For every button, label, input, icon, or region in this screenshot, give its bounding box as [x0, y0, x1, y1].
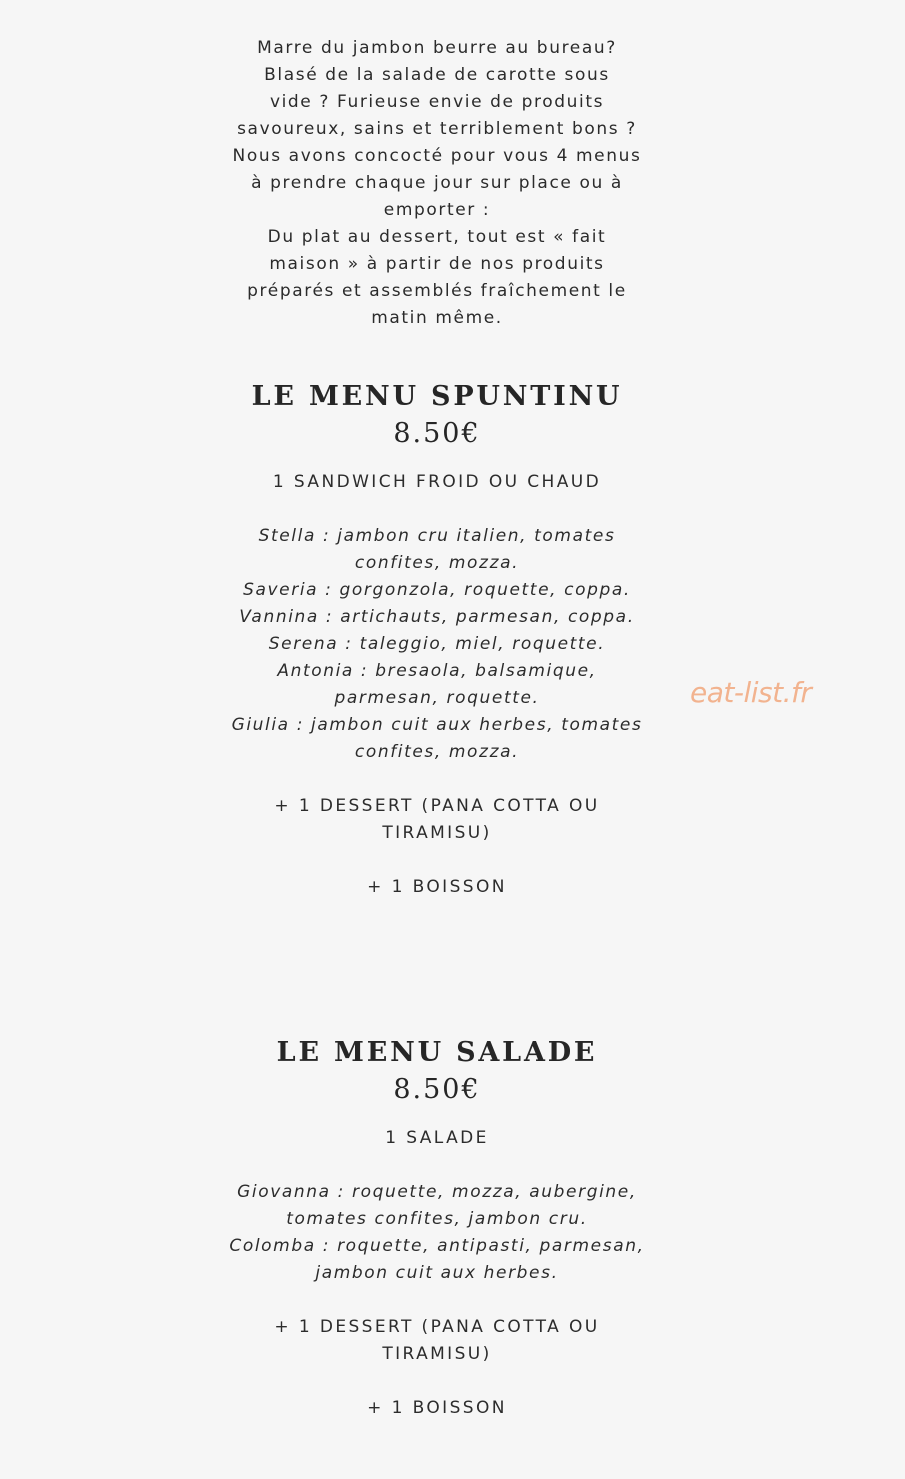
intro-line: emporter : — [383, 200, 491, 220]
menu-option: Saveria : gorgonzola, roquette, coppa. — [243, 580, 631, 600]
menu-option: Stella : jambon cru italien, tomates — [258, 526, 616, 546]
intro-line: préparés et assemblés fraîchement le — [247, 281, 627, 301]
menu-option: Colomba : roquette, antipasti, parmesan, — [229, 1236, 645, 1256]
intro-line: Du plat au dessert, tout est « fait — [267, 227, 607, 247]
menu-dessert: + 1 DESSERT (PANA COTTA OU — [274, 796, 600, 816]
intro-line: vide ? Furieuse envie de produits — [269, 92, 605, 112]
menu-option: parmesan, roquette. — [334, 688, 540, 708]
intro-text — [219, 35, 655, 332]
menu-main-item: 1 SANDWICH FROID OU CHAUD — [272, 472, 602, 492]
intro-line: maison » à partir de nos produits — [269, 254, 605, 274]
menu-title: LE MENU SPUNTINU — [251, 381, 623, 412]
menu-price: 8.50€ — [393, 1074, 481, 1105]
intro-line: matin même. — [371, 308, 503, 328]
menu-option: jambon cuit aux herbes. — [315, 1263, 559, 1283]
menu-option: Vannina : artichauts, parmesan, coppa. — [239, 607, 635, 627]
menu-option: Giovanna : roquette, mozza, aubergine, — [237, 1182, 637, 1202]
menu-drink: + 1 BOISSON — [367, 877, 507, 897]
menu-dessert: + 1 DESSERT (PANA COTTA OU — [274, 1317, 600, 1337]
intro-line: Nous avons concocté pour vous 4 menus — [232, 146, 642, 166]
intro-line: savoureux, sains et terriblement bons ? — [237, 119, 637, 139]
menu-salade — [219, 1034, 655, 1422]
menu-option: tomates confites, jambon cru. — [286, 1209, 588, 1229]
menu-option: Giulia : jambon cuit aux herbes, tomates — [231, 715, 643, 735]
intro-line: Blasé de la salade de carotte sous — [264, 65, 610, 85]
menu-option: Antonia : bresaola, balsamique, — [277, 661, 597, 681]
menu-option: Serena : taleggio, miel, roquette. — [268, 634, 606, 654]
menu-main-item: 1 SALADE — [385, 1128, 489, 1148]
intro-line: à prendre chaque jour sur place ou à — [251, 173, 623, 193]
menu-dessert: TIRAMISU) — [382, 823, 492, 843]
menu-price: 8.50€ — [393, 418, 481, 449]
intro-line: Marre du jambon beurre au bureau? — [257, 38, 617, 58]
menu-drink: + 1 BOISSON — [367, 1398, 507, 1418]
menu-option: confites, mozza. — [354, 742, 520, 762]
menu-dessert: TIRAMISU) — [382, 1344, 492, 1364]
menu-title: LE MENU SALADE — [276, 1037, 598, 1068]
menu-spuntinu — [219, 378, 655, 901]
watermark-logo: eat-list.fr — [690, 676, 812, 709]
menu-option: confites, mozza. — [354, 553, 520, 573]
